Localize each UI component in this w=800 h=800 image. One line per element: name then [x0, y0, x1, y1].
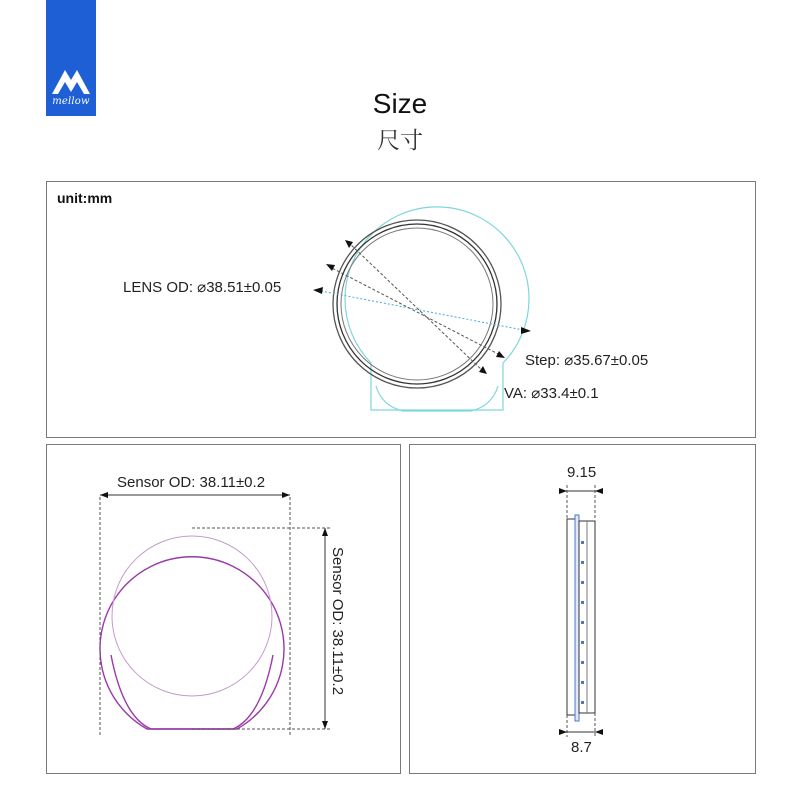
arrow-marker — [345, 240, 353, 248]
sensor-outer-outline — [100, 557, 284, 729]
sensor-od-panel — [46, 444, 401, 774]
side-view-drawing — [410, 445, 757, 775]
page-subtitle: 尺寸 — [377, 128, 423, 154]
bottom-thickness-label: 8.7 — [571, 739, 592, 756]
side-profile-front-layer — [567, 519, 575, 715]
va-circle — [341, 228, 493, 380]
step-label: Step: ⌀35.67±0.05 — [525, 352, 649, 369]
arrow-marker — [326, 264, 335, 271]
arrow-marker — [313, 287, 323, 294]
sensor-inner-circle — [112, 536, 272, 696]
sensor-drawing — [47, 445, 402, 775]
sensor-od-vertical-label: Sensor OD: 38.11±0.2 — [329, 547, 346, 696]
top-thickness-label: 9.15 — [567, 464, 597, 481]
arrow-marker — [496, 351, 505, 358]
side-profile-lens-layer — [575, 515, 579, 721]
lens-dimensions-panel — [46, 181, 756, 438]
unit-label: unit:mm — [57, 190, 113, 206]
side-profile-contacts — [581, 541, 584, 704]
va-dimension-line — [348, 242, 484, 372]
arrow-marker — [521, 327, 531, 334]
lens-od-label: LENS OD: ⌀38.51±0.05 — [123, 279, 282, 296]
lens-drawing — [47, 182, 757, 439]
logo-text: mellow — [52, 96, 90, 107]
sensor-od-horizontal-label: Sensor OD: 38.11±0.2 — [117, 474, 266, 491]
va-label: VA: ⌀33.4±0.1 — [504, 385, 599, 402]
step-dimension-line — [328, 266, 502, 356]
page-title: Size — [372, 88, 428, 119]
side-view-panel — [409, 444, 756, 774]
lens-od-circle — [333, 220, 501, 388]
arrow-marker — [479, 366, 487, 374]
